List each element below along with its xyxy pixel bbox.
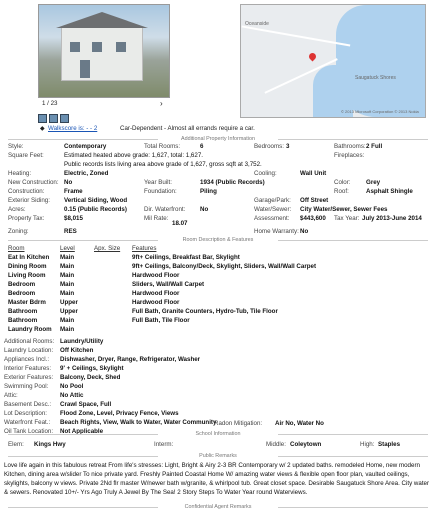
info-label: Exterior Siding: (8, 197, 50, 204)
feature-row (4, 392, 432, 401)
info-value: 2 Full (366, 143, 383, 150)
room-cell: Main (60, 290, 75, 297)
location-map[interactable] (240, 4, 426, 118)
info-value: 3 (286, 143, 290, 150)
feature-value: Balcony, Deck, Shed (60, 374, 121, 381)
gallery-icon[interactable] (38, 114, 47, 123)
feature-value: Crawl Space, Full (60, 401, 112, 408)
map-label: Oceanside (245, 21, 269, 27)
map-label: Saugatuck Shores (355, 75, 396, 81)
info-label: Style: (8, 143, 24, 150)
feature-label: Exterior Features: (4, 374, 54, 381)
info-row (4, 161, 432, 170)
school-value: Staples (378, 441, 401, 448)
feature-row (4, 338, 432, 347)
info-row (4, 206, 432, 215)
info-row (4, 143, 432, 152)
rooms-header (4, 245, 432, 254)
room-row (4, 299, 432, 308)
room-column-header: Apx. Size (94, 245, 121, 252)
public-remarks: Love life again in this fabulous retreat From life's stresses: Light, Bright & Airy 2-3 BR Contemporary w/ 2 updated baths. remodeled Home, new modern Kitchen, dining area w/slider To nice private yard. Freshly Painted Coastal Home W/ amazing water views & flexible open floor plan, vaulted ceilings, skylights, balcony w views. Private 2Nd flr master W/newer bath w/granite, & whirlpool tub. Great closet space. Desirable Saugatuck Shore Area. City water & sewers. Renovated 10+/- Yrs Ago Truly A Jewel By The Sea! 2 Story Steps To Water Year round Waterviews. (4, 462, 430, 496)
feature-label: Interior Features: (4, 365, 52, 372)
info-value: Vertical Siding, Wood (64, 197, 128, 204)
room-cell: Eat In Kitchen (8, 254, 50, 261)
room-cell: Main (60, 281, 75, 288)
feature-row (4, 410, 432, 419)
room-cell: Main (60, 326, 75, 333)
info-label: Tax Year: (334, 215, 360, 222)
school-value: Coleytown (290, 441, 322, 448)
info-row (4, 152, 432, 161)
feature-value: Dishwasher, Dryer, Range, Refrigerator, Washer (60, 356, 201, 363)
video-icon[interactable] (49, 114, 58, 123)
info-label: Garage/Park: (254, 197, 291, 204)
feature-value: 9' + Ceilings, Skylight (60, 365, 124, 372)
room-cell: Hardwood Floor (132, 290, 180, 297)
info-row (4, 215, 432, 227)
map-pin-icon[interactable] (308, 52, 318, 62)
feature-value: Laundry/Utility (60, 338, 104, 345)
info-value: Contemporary (64, 143, 107, 150)
info-label: Roof: (334, 188, 349, 195)
info-value: No (64, 179, 73, 186)
radon-value: Air No, Water No (275, 420, 324, 427)
info-label: Foundation: (144, 188, 177, 195)
feature-label: Additional Rooms: (4, 338, 55, 345)
walkscore-description: Car-Dependent - Almost all errands require a car. (120, 125, 255, 132)
info-row (4, 170, 432, 179)
school-label: Interm: (154, 441, 174, 448)
info-value: $443,600 (300, 215, 326, 222)
room-cell: Main (60, 254, 75, 261)
feature-value: No Attic (60, 392, 84, 399)
feature-label: Appliances Incl.: (4, 356, 50, 363)
info-value: Piling (200, 188, 217, 195)
feature-row (4, 401, 432, 410)
room-cell: Laundry Room (8, 326, 52, 333)
room-cell: Dining Room (8, 263, 47, 270)
info-value: 1934 (Public Records) (200, 179, 265, 186)
info-label: Construction: (8, 188, 45, 195)
feature-label: Lot Description: (4, 410, 47, 417)
section-public-title: Public Remarks (0, 453, 436, 459)
room-cell: Bathroom (8, 308, 38, 315)
info-value: Public records lists living area above grade of 1,627, gross sqft at 3,752. (64, 161, 262, 168)
info-label: Fireplaces: (334, 152, 365, 159)
room-cell: Master Bdrm (8, 299, 46, 306)
info-value: 18.07 (172, 220, 188, 227)
room-row (4, 281, 432, 290)
room-cell: Sliders, Wall/Wall Carpet (132, 281, 205, 288)
info-label: Total Rooms: (144, 143, 181, 150)
room-column-header: Level (60, 245, 75, 252)
feature-label: Swimming Pool: (4, 383, 49, 390)
map-copyright: © 2013 Microsoft Corporation © 2013 Nokia (341, 109, 419, 114)
feature-value: Flood Zone, Level, Privacy Fence, Views (60, 410, 179, 417)
radon-row (4, 420, 432, 429)
section-rooms-title: Room Description & Features (0, 237, 436, 243)
house-image (61, 27, 143, 81)
feature-row (4, 347, 432, 356)
photo-counter: 1 / 23 (42, 100, 58, 107)
section-confidential-title: Confidential Agent Remarks (0, 504, 436, 510)
info-label: Cooling: (254, 170, 277, 177)
feature-label: Basement Desc.: (4, 401, 52, 408)
info-value: RES (64, 228, 77, 235)
room-cell: Hardwood Floor (132, 272, 180, 279)
info-value: Off Street (300, 197, 329, 204)
info-value: City Water/Sewer, Sewer Fees (300, 206, 388, 213)
feature-label: Waterfront Feat.: (4, 419, 51, 426)
room-column-header: Features (132, 245, 157, 252)
room-column-header: Room (8, 245, 25, 252)
feature-value: Not Applicable (60, 428, 104, 435)
info-label: New Construction: (8, 179, 59, 186)
room-cell: Bedroom (8, 281, 36, 288)
info-value: Estimated heated above grade: 1,627, total: 1,627. (64, 152, 203, 159)
info-label: Home Warranty: (254, 228, 299, 235)
feature-value: No Pool (60, 383, 84, 390)
info-row (4, 197, 432, 206)
info-value: 0.15 (Public Records) (64, 206, 127, 213)
room-row (4, 272, 432, 281)
info-value: Electric, Zoned (64, 170, 109, 177)
room-cell: Full Bath, Tile Floor (132, 317, 190, 324)
room-cell: Full Bath, Granite Counters, Hydro-Tub, Tile Floor (132, 308, 278, 315)
info-value: Asphalt Shingle (366, 188, 413, 195)
school-value: Kings Hwy (34, 441, 66, 448)
info-label: Acres: (8, 206, 26, 213)
room-row (4, 263, 432, 272)
section-additional-title: Additional Property Information (0, 136, 436, 142)
radon-label: Radon Mitigation: (214, 420, 263, 427)
info-value: No (200, 206, 209, 213)
info-label: Bathrooms: (334, 143, 366, 150)
room-cell: Living Room (8, 272, 46, 279)
feature-row (4, 383, 432, 392)
room-row (4, 290, 432, 299)
school-label: Elem: (8, 441, 24, 448)
info-value: Frame (64, 188, 83, 195)
info-value: Grey (366, 179, 381, 186)
info-value: $8,015 (64, 215, 83, 222)
info-label: Water/Sewer: (254, 206, 292, 213)
room-cell: 9ft+ Ceilings, Breakfast Bar, Skylight (132, 254, 240, 261)
room-row (4, 317, 432, 326)
feature-value: Off Kitchen (60, 347, 94, 354)
room-cell: Main (60, 263, 75, 270)
info-row (4, 188, 432, 197)
room-cell: Hardwood Floor (132, 299, 180, 306)
feature-label: Laundry Location: (4, 347, 54, 354)
room-cell: Main (60, 272, 75, 279)
room-row (4, 326, 432, 335)
info-label: Dir. Waterfront: (144, 206, 186, 213)
walkscore-icon: ◆ (40, 125, 45, 132)
info-label: Bedrooms: (254, 143, 284, 150)
school-row (4, 441, 432, 450)
info-label: Property Tax: (8, 215, 45, 222)
school-label: Middle: (266, 441, 286, 448)
feature-row (4, 356, 432, 365)
info-label: Assessment: (254, 215, 290, 222)
info-label: Mil Rate: (144, 215, 169, 222)
room-cell: Bathroom (8, 317, 38, 324)
room-cell: Bedroom (8, 290, 36, 297)
info-value: July 2013-June 2014 (362, 215, 422, 222)
photo-tools (38, 114, 71, 125)
feature-value: Beach Rights, View, Walk to Water, Water Community (60, 419, 217, 426)
info-label: Zoning: (8, 228, 29, 235)
listing-photo[interactable] (38, 4, 170, 98)
section-school-title: School Information (0, 431, 436, 437)
room-cell: Upper (60, 299, 78, 306)
info-label: Heating: (8, 170, 32, 177)
info-value: Wall Unit (300, 170, 327, 177)
room-cell: 9ft+ Ceilings, Balcony/Deck, Skylight, Sliders, Wall/Wall Carpet (132, 263, 317, 270)
info-value: No (300, 228, 309, 235)
info-row (4, 228, 432, 237)
feature-row (4, 374, 432, 383)
info-value: 6 (200, 143, 204, 150)
share-icon[interactable] (60, 114, 69, 123)
room-cell: Upper (60, 308, 78, 315)
walkscore-link[interactable]: Walkscore is: - - 2 (48, 125, 98, 132)
info-label: Color: (334, 179, 351, 186)
info-label: Year Built: (144, 179, 172, 186)
room-cell: Main (60, 317, 75, 324)
feature-label: Oil Tank Location: (4, 428, 54, 435)
school-label: High: (360, 441, 375, 448)
feature-row (4, 365, 432, 374)
next-photo-icon[interactable]: › (160, 99, 163, 108)
info-label: Square Feet: (8, 152, 44, 159)
room-row (4, 254, 432, 263)
room-row (4, 308, 432, 317)
feature-label: Attic: (4, 392, 18, 399)
info-row (4, 179, 432, 188)
